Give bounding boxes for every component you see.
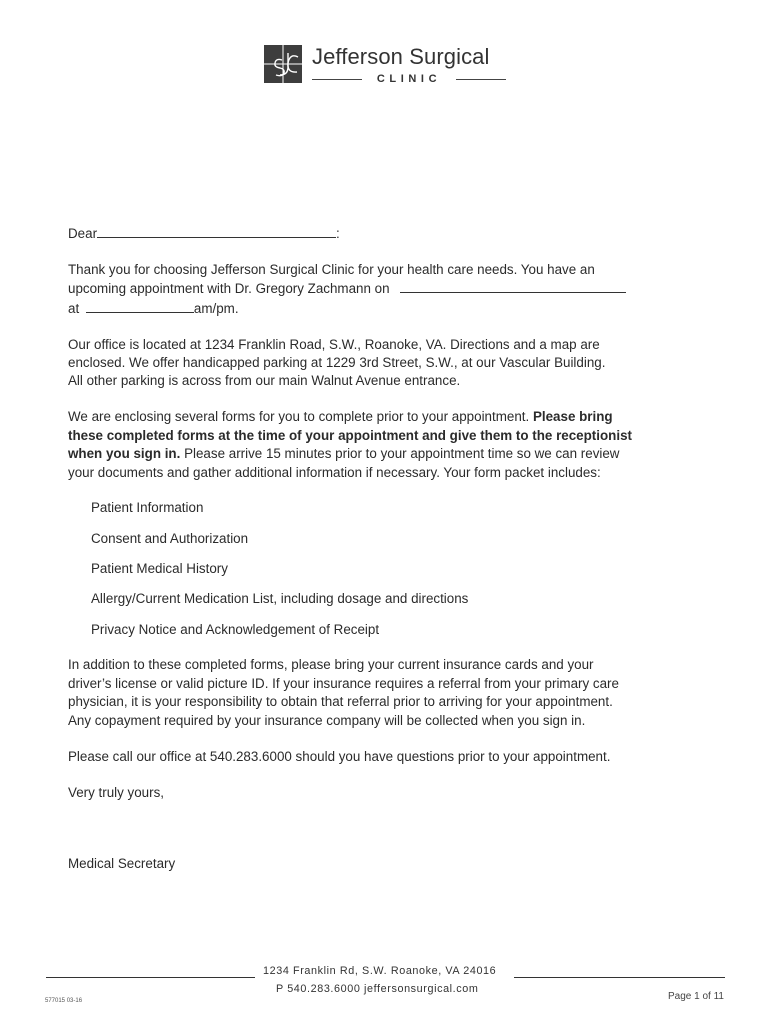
salutation-colon: : <box>336 226 340 241</box>
paragraph-forms-line-4: your documents and gather additional information if necessary. Your form packet includes: <box>68 464 601 480</box>
salutation <box>68 224 718 243</box>
footer-address: 1234 Franklin Rd, S.W. Roanoke, VA 24016 <box>263 965 497 977</box>
letter-body <box>68 224 718 874</box>
paragraph-location-line-2: enclosed. We offer handicapped parking at 1229 3rd Street, S.W., at our Vascular Building. <box>68 355 606 371</box>
appointment-at-text: at <box>68 300 80 316</box>
form-number: 577015 03-16 <box>45 998 83 1004</box>
clinic-logo-mark <box>264 45 302 83</box>
appointment-date-blank <box>400 279 626 293</box>
footer-rule-left <box>46 977 255 978</box>
list-item: Allergy/Current Medication List, including dosage and directions <box>91 591 469 607</box>
clinic-logo <box>264 45 509 87</box>
paragraph-contact: Please call our office at 540.283.6000 should you have questions prior to your appointment. <box>68 748 611 764</box>
forms-intro-text: We are enclosing several forms for you to complete prior to your appointment. <box>68 409 530 425</box>
paragraph-forms-line-2 <box>68 427 718 445</box>
forms-instruction-bold-2: these completed forms at the time of your appointment and give them to the receptionist <box>68 427 632 443</box>
page-number: Page 1 of 11 <box>668 991 724 1002</box>
paragraph-insurance-line-4: Any copayment required by your insurance company will be collected when you sign in. <box>68 712 586 728</box>
logo-rule-right <box>456 79 506 80</box>
list-item: Patient Information <box>91 500 204 516</box>
clinic-name: Jefferson Surgical <box>312 44 490 69</box>
footer-rule-right <box>514 977 725 978</box>
paragraph-forms-line-1 <box>68 408 718 426</box>
appointment-doctor-text: upcoming appointment with Dr. Gregory Zachmann on <box>68 281 390 297</box>
paragraph-location-line-1: Our office is located at 1234 Franklin Road, S.W., Roanoke, VA. Directions and a map are <box>68 336 600 352</box>
paragraph-insurance-line-1: In addition to these completed forms, please bring your current insurance cards and your <box>68 657 594 673</box>
paragraph-appointment-line-3 <box>68 299 718 318</box>
forms-arrival-text: Please arrive 15 minutes prior to your appointment time so we can review <box>184 446 620 462</box>
closing: Very truly yours, <box>68 784 164 800</box>
footer-contact: P 540.283.6000 jeffersonsurgical.com <box>276 983 479 995</box>
signature-title: Medical Secretary <box>68 856 176 872</box>
salutation-dear: Dear <box>68 226 98 241</box>
clinic-subtitle-text: CLINIC <box>376 73 442 85</box>
paragraph-insurance-line-2: driver’s license or valid picture ID. If your insurance requires a referral from your primary care <box>68 675 619 691</box>
recipient-name-blank <box>97 224 336 238</box>
logo-rule-left <box>312 79 362 80</box>
paragraph-appointment-line-2 <box>68 279 718 298</box>
forms-instruction-bold-1: Please bring <box>532 409 613 425</box>
clinic-subtitle <box>312 73 506 85</box>
list-item: Consent and Authorization <box>91 530 249 546</box>
paragraph-appointment-line-1: Thank you for choosing Jefferson Surgical Clinic for your health care needs. You have an <box>68 261 595 277</box>
list-item: Patient Medical History <box>91 561 228 577</box>
paragraph-location-line-3: All other parking is across from our main Walnut Avenue entrance. <box>68 373 461 389</box>
paragraph-forms-line-3 <box>68 445 718 463</box>
appointment-time-blank <box>86 299 194 313</box>
forms-instruction-bold-3: when you sign in. <box>68 446 181 462</box>
paragraph-insurance-line-3: physician, it is your responsibility to obtain that referral prior to arriving for your appointment. <box>68 694 613 710</box>
appointment-ampm-text: am/pm. <box>193 300 239 316</box>
list-item: Privacy Notice and Acknowledgement of Receipt <box>91 621 380 637</box>
form-packet-list <box>68 499 718 650</box>
